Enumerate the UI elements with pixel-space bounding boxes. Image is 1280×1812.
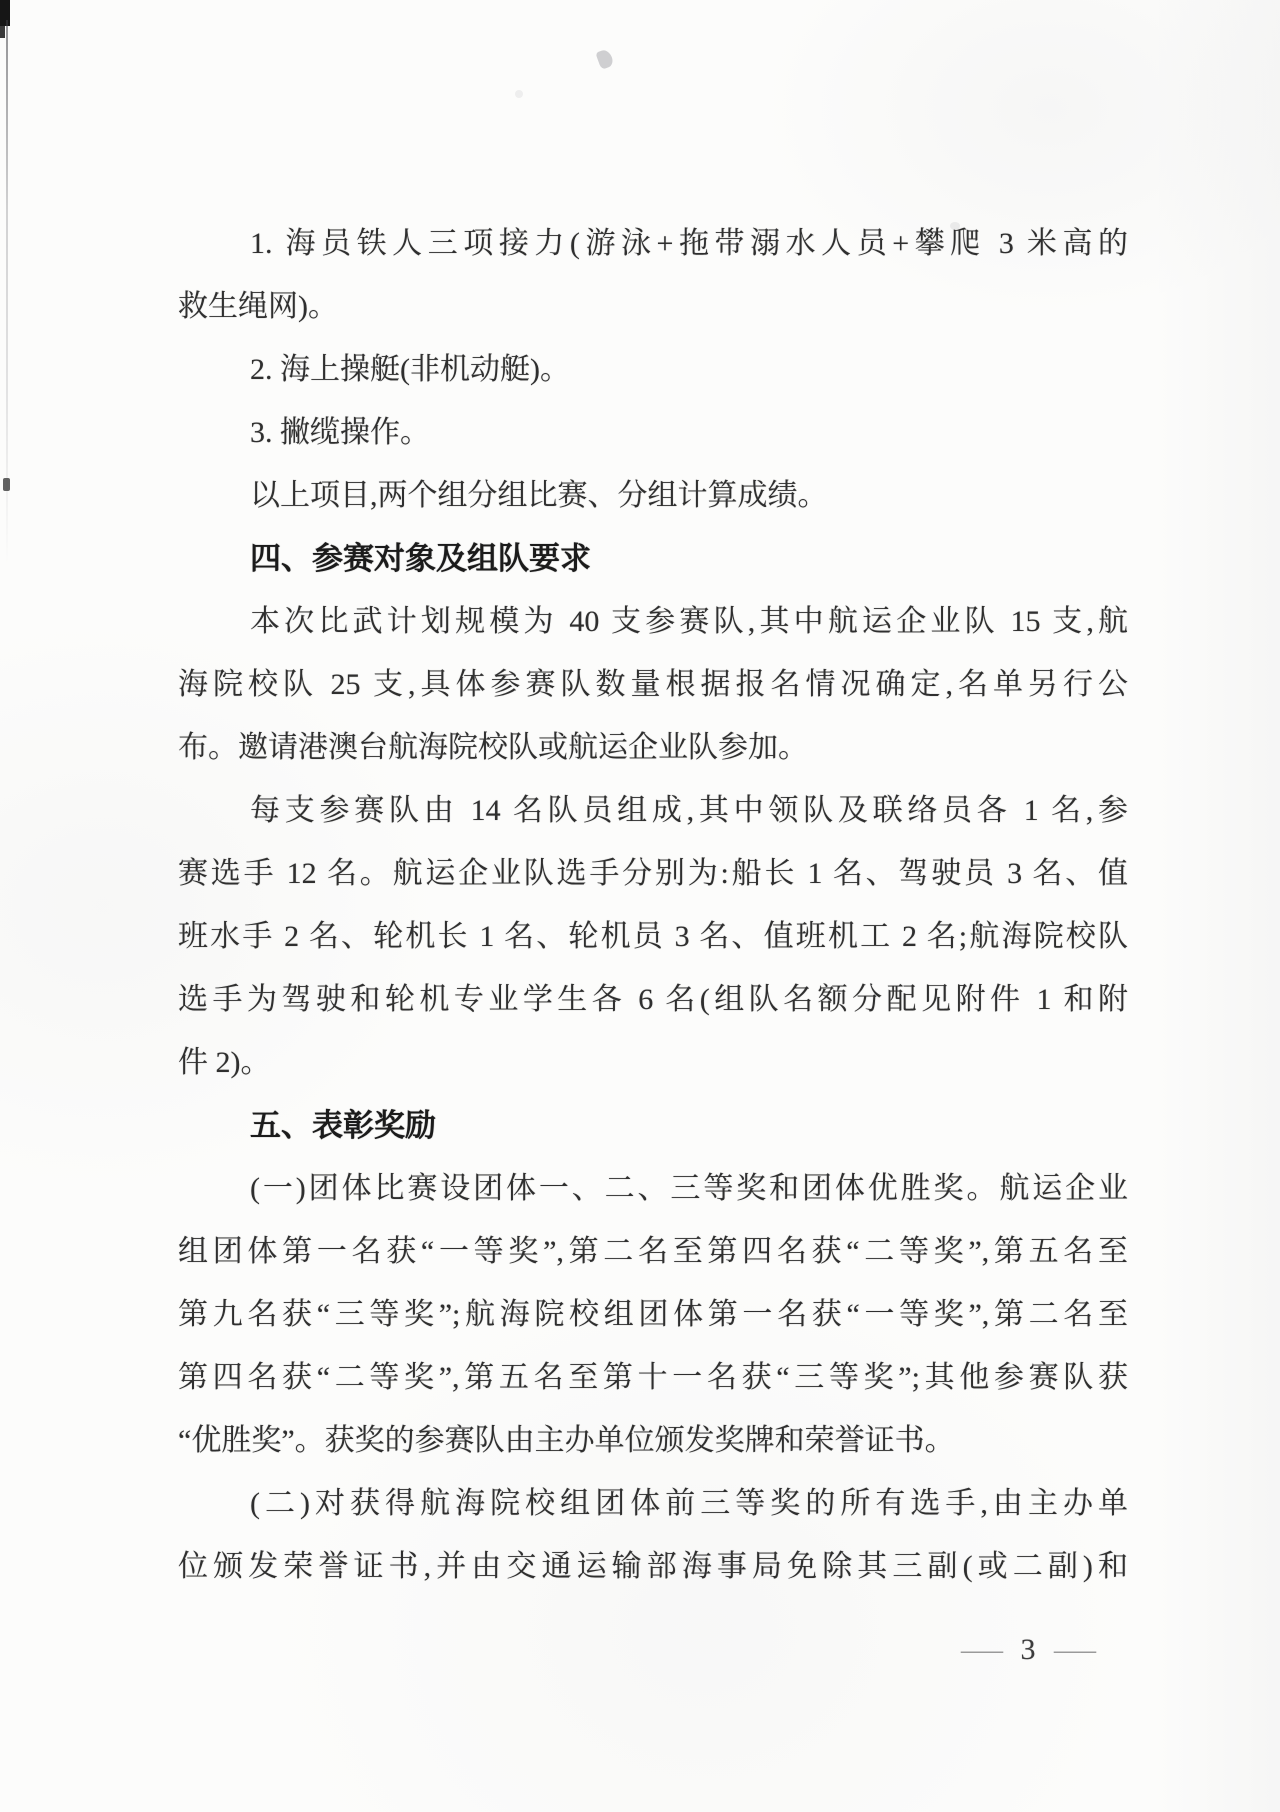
text-line: 位颁发荣誉证书,并由交通运输部海事局免除其三副(或二副)和 [178,1550,1128,1583]
text-line: 2. 海上操艇(非机动艇)。 [250,353,570,386]
text-line: (一)团体比赛设团体一、二、三等奖和团体优胜奖。航运企业 [250,1172,1128,1205]
text-line: 班水手 2 名、轮机长 1 名、轮机员 3 名、值班机工 2 名;航海院校队 [178,920,1128,953]
text-line: 3. 撇缆操作。 [250,416,430,449]
text-line: 海院校队 25 支,具体参赛队数量根据报名情况确定,名单另行公 [178,668,1128,701]
text-line: (二)对获得航海院校组团体前三等奖的所有选手,由主办单 [250,1487,1128,1520]
scan-smudge [515,90,523,98]
text-line: 赛选手 12 名。航运企业队选手分别为:船长 1 名、驾驶员 3 名、值 [178,857,1128,890]
scan-artifact-top-bar-stub [0,26,5,38]
text-line: 以上项目,两个组分组比赛、分组计算成绩。 [250,479,828,512]
scan-artifact-top-bar [0,0,10,26]
text-line: 组团体第一名获“一等奖”,第二名至第四名获“二等奖”,第五名至 [178,1235,1128,1268]
scan-artifact-ink-dot [3,478,10,491]
text-line: 本次比武计划规模为 40 支参赛队,其中航运企业队 15 支,航 [250,605,1128,638]
text-line: 第四名获“二等奖”,第五名至第十一名获“三等奖”;其他参赛队获 [178,1361,1128,1394]
text-line: 布。邀请港澳台航海院校队或航运企业队参加。 [178,731,808,764]
text-line: “优胜奖”。获奖的参赛队由主办单位颁发奖牌和荣誉证书。 [178,1424,955,1457]
footer-right-dash: — [1053,1633,1096,1666]
scan-smudge [595,48,614,70]
page-footer [918,1628,1138,1672]
text-line: 五、表彰奖励 [250,1108,436,1143]
text-line: 四、参赛对象及组队要求 [250,541,591,576]
text-line: 选手为驾驶和轮机专业学生各 6 名(组队名额分配见附件 1 和附 [178,983,1128,1016]
text-line: 件 2)。 [178,1046,271,1079]
text-line: 每支参赛队由 14 名队员组成,其中领队及联络员各 1 名,参 [250,794,1128,827]
text-line: 第九名获“三等奖”;航海院校组团体第一名获“一等奖”,第二名至 [178,1298,1128,1331]
footer-left-dash: — [960,1633,1003,1666]
document-body [178,212,1128,1598]
text-line: 救生绳网)。 [178,290,338,323]
page-number: 3 [1020,1633,1036,1666]
text-line: 1. 海员铁人三项接力(游泳+拖带溺水人员+攀爬 3 米高的 [250,227,1128,260]
